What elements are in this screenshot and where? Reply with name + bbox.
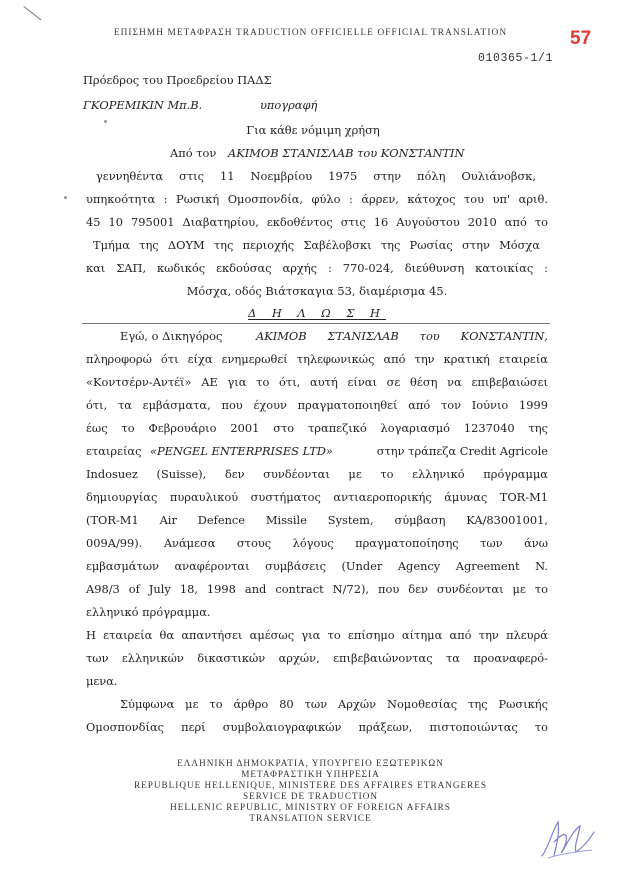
text-line: εμβασμάτων αναφέρονται συμβάσεις (Under Agency Agreement N. bbox=[86, 559, 548, 573]
text-line: στην τράπεζα Credit Agricole bbox=[376, 444, 548, 458]
footer-line-french-2: SERVICE DE TRADUCTION bbox=[243, 791, 378, 801]
company-name: «PENGEL ENTERPRISES LTD» bbox=[150, 444, 333, 458]
text-line: υπηκοότητα : Ρωσική Ομοσπονδία, φύλο : άρρεν, κάτοχος του υπ' αριθ. bbox=[86, 192, 548, 206]
text-line: (TOR-M1 Air Defence Missile System, σύμβαση KA/83001001, bbox=[86, 513, 548, 527]
text-line: Ομοσπονδίας περί συμβολαιογραφικών πράξεων, πιστοποιώντας το bbox=[86, 720, 548, 734]
document-reference: 010365-1/1 bbox=[478, 52, 554, 65]
chairman-title: Πρόεδρος του Προεδρείου ΠΑΔΣ bbox=[83, 73, 272, 87]
text-line: έως το Φεβρουάριο 2001 στο τραπεζικό λογαριασμό 1237040 της bbox=[86, 421, 548, 435]
footer-line-english-2: TRANSLATION SERVICE bbox=[249, 813, 372, 823]
declarant-name: ΑΚΙΜΟΒ ΣΤΑΝΙΣΛΑΒ του ΚΟΝΣΤΑΝΤΙΝ bbox=[228, 146, 465, 160]
text-line: των ελληνικών δικαστικών αρχών, επιβεβαιώνοντας τα προαναφερό- bbox=[86, 651, 548, 665]
corner-mark bbox=[23, 6, 41, 20]
text-line: και ΣΑΠ, κωδικός εκδούσας αρχής : 770-024, διεύθυνση κατοικίας : bbox=[86, 261, 548, 275]
text-line: πληροφορώ ότι είχα ενημερωθεί τηλεφωνικώς από την κρατική εταιρεία bbox=[86, 352, 548, 366]
text-line: εταιρείας bbox=[86, 444, 142, 458]
text-line: «Κοντσέρν-Αντέϊ» ΑΕ για το ότι, αυτή είναι σε θέση να επιβεβαιώσει bbox=[86, 375, 548, 389]
lawyer-name: ΑΚΙΜΟΒ ΣΤΑΝΙΣΛΑΒ του ΚΟΝΣΤΑΝΤΙΝ, bbox=[256, 329, 548, 343]
footer-line-french-1: REPUBLIQUE HELLENIQUE, MINISTERE DES AFFAIRES ETRANGERES bbox=[134, 780, 487, 790]
text-line: Indosuez (Suisse), δεν συνδέονται με το ελληνικό πρόγραμμα bbox=[86, 467, 548, 481]
from-label: Από τον bbox=[170, 146, 217, 160]
footer-line-greek-2: ΜΕΤΑΦΡΑΣΤΙΚΗ ΥΠΗΡΕΣΙΑ bbox=[241, 769, 380, 779]
text-line: Τμήμα της ΔΟΥΜ της περιοχής Σαβέλοβσκι της Ρωσίας στην Μόσχα bbox=[93, 238, 540, 252]
text-line: ελληνικό πρόγραμμα. bbox=[86, 605, 211, 619]
text-line: δημιουργίας πυραυλικού συστήματος αντιαεροπορικής άμυνας TOR-M1 bbox=[86, 490, 548, 504]
text-line: μενα. bbox=[86, 674, 118, 688]
text-line: Σύμφωνα με το άρθρο 80 των Αρχών Νομοθεσίας της Ρωσικής bbox=[120, 697, 548, 711]
text-line: Εγώ, ο Δικηγόρος bbox=[120, 329, 223, 343]
signature-label: υπογραφή bbox=[260, 98, 318, 112]
header-title: ΕΠΙΣΗΜΗ ΜΕΤΑΦΡΑΣΗ TRADUCTION OFFICIELLE OFFICIAL TRANSLATION bbox=[113, 28, 508, 38]
text-line: A98/3 of July 18, 1998 and contract N/72), που δεν συνδέονται με το bbox=[86, 582, 548, 596]
text-line: 45 10 795001 Διαβατηρίου, εκδοθέντος στις 16 Αυγούστου 2010 από το bbox=[86, 215, 548, 229]
text-line: Μόσχα, οδός Βιάτσκαγια 53, διαμέρισμα 45. bbox=[186, 284, 448, 298]
separator-line bbox=[82, 323, 550, 324]
text-line: 009A/99). Ανάμεσα στους λόγους πραγματοποίησης των άνω bbox=[86, 536, 548, 550]
footer-line-english-1: HELLENIC REPUBLIC, MINISTRY OF FOREIGN AFFAIRS bbox=[170, 802, 451, 812]
text-line: Η εταιρεία θα απαντήσει αμέσως για το επίσημο αίτημα από την πλευρά bbox=[86, 628, 548, 642]
page-number: 57 bbox=[570, 28, 592, 49]
signatory-name: ΓΚΟΡΕΜΙΚΙΝ Μπ.Β. bbox=[83, 98, 203, 112]
footer-line-greek-1: ΕΛΛΗΝΙΚΗ ΔΗΜΟΚΡΑΤΙΑ, ΥΠΟΥΡΓΕΙΟ ΕΞΩΤΕΡΙΚΩΝ bbox=[177, 758, 444, 768]
legal-use-line: Για κάθε νόμιμη χρήση bbox=[246, 123, 380, 137]
scan-speck bbox=[64, 196, 67, 199]
text-line: ότι, τα εμβάσματα, που έχουν πραγματοποιηθεί από τον Ιούνιο 1999 bbox=[86, 398, 548, 412]
translator-signature bbox=[538, 812, 598, 862]
declaration-heading: Δ Η Λ Ω Σ Η bbox=[248, 306, 386, 320]
text-line: γεννηθέντα στις 11 Νοεμβρίου 1975 στην πόλη Ουλιάνοβσκ, bbox=[96, 169, 536, 183]
